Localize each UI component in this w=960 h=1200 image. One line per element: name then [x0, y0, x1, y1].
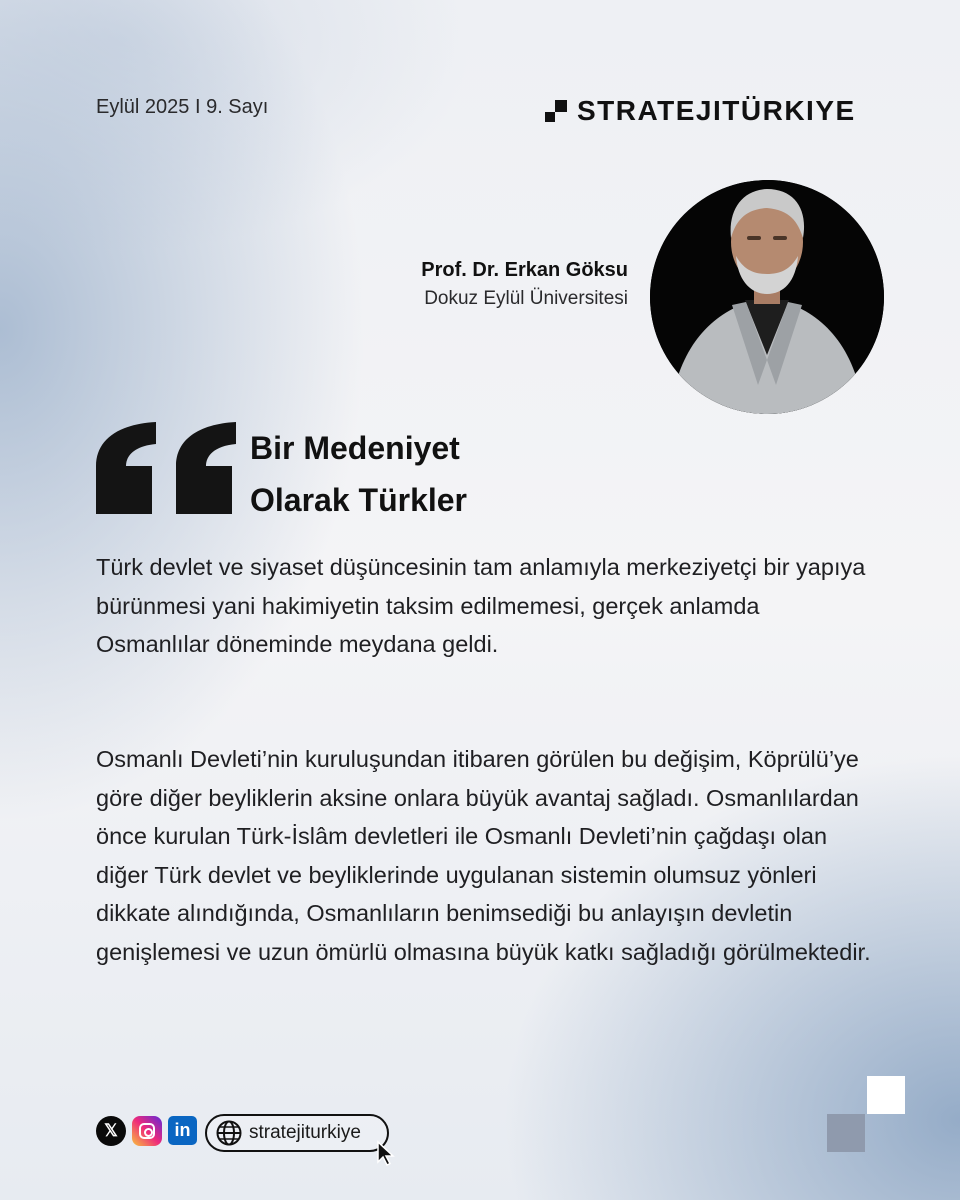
decorative-square-white — [867, 1076, 905, 1114]
article-title — [250, 422, 467, 526]
quote-icon — [176, 422, 238, 514]
quote-icon — [96, 422, 158, 514]
title-line-1: Bir Medeniyet — [250, 430, 460, 466]
globe-icon — [215, 1119, 243, 1147]
author-photo — [650, 180, 884, 414]
brand-name: STRATEJITÜRKIYE — [577, 95, 856, 126]
issue-label: Eylül 2025 I 9. Sayı — [96, 96, 269, 118]
mouse-pointer-icon — [376, 1140, 398, 1166]
brand-logo-icon — [545, 100, 569, 122]
website-link[interactable] — [205, 1114, 389, 1152]
linkedin-icon[interactable]: in — [168, 1116, 197, 1145]
body-paragraph: Türk devlet ve siyaset düşüncesinin tam anlamıyla merkeziyetçi bir yapıya bürünmesi yani hakimiyetin taksim edilmemesi, gerçek anlamda Osmanlılar döneminde meydana geldi. — [96, 554, 866, 657]
body-paragraph: Osmanlı Devleti’nin kuruluşundan itibaren görülen bu değişim, Köprülü’ye göre diğer beyliklerin aksine onlara büyük avantaj sağladı. Osmanlılardan önce kurulan Türk-İslâm devletleri ile Osmanlı Devleti’nin çağdaşı olan diğer Türk devlet ve beyliklerinde uygulanan sistemin olumsuz yönleri dikkate alındığında, Osmanlıların benimsediği bu anlayışın devletin genişlemesi ve uzun ömürlü olmasına büyük katkı sağladığı görülmektedir. — [96, 746, 871, 965]
author-institution: Dokuz Eylül Üniversitesi — [424, 288, 628, 309]
author-name: Prof. Dr. Erkan Göksu — [421, 259, 628, 281]
decorative-square-gray — [827, 1114, 865, 1152]
title-line-2: Olarak Türkler — [250, 482, 467, 518]
x-icon[interactable]: 𝕏 — [96, 1116, 126, 1146]
author-block — [421, 256, 628, 314]
brand-logo[interactable] — [545, 96, 856, 126]
author-portrait-illustration — [650, 180, 884, 414]
website-label: stratejiturkiye — [249, 1122, 361, 1143]
instagram-icon[interactable] — [132, 1116, 162, 1146]
